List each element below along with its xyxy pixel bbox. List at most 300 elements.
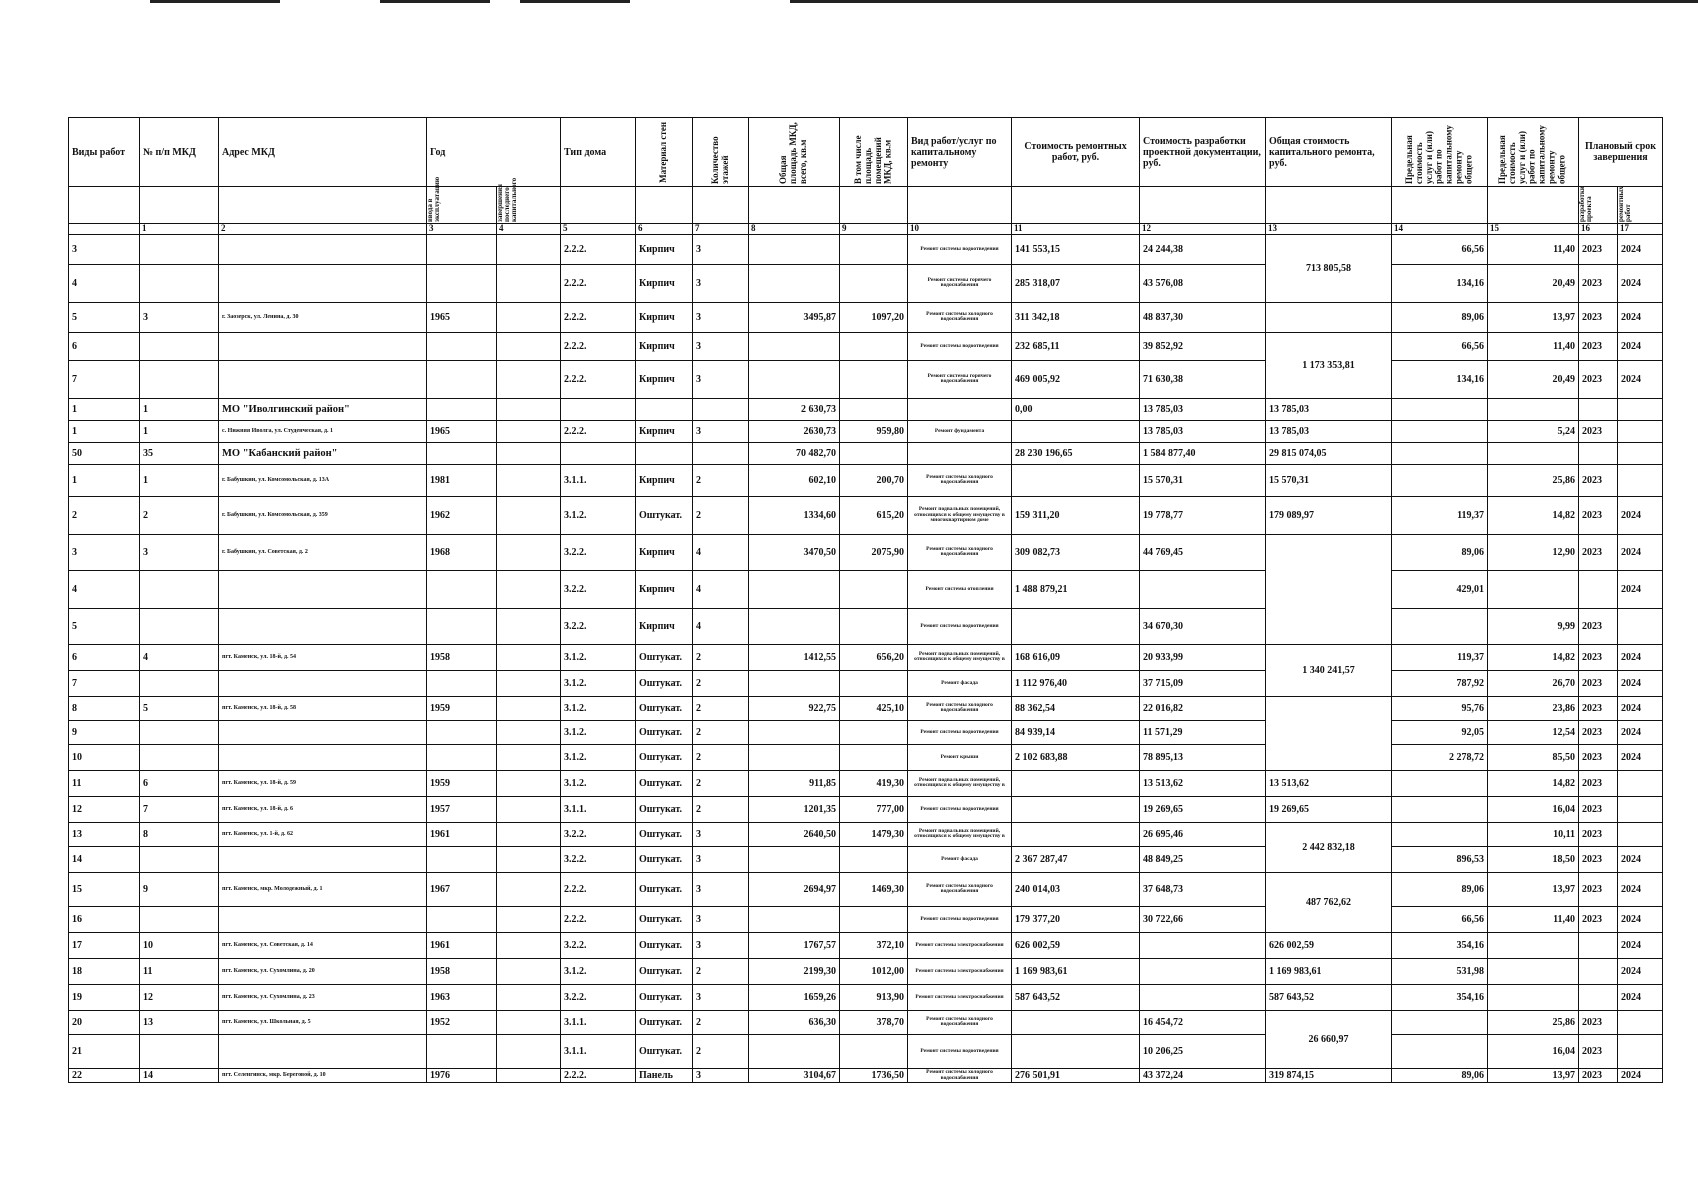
cell-mkd-no — [140, 720, 219, 744]
cell-address: МО "Кабанский район" — [219, 442, 427, 464]
cell-deadline-design: 2023 — [1579, 720, 1618, 744]
cell-limit-cost-b: 14,82 — [1488, 496, 1579, 534]
cell-work-kind: Ремонт подвальных помещений, относящихся к общему имуществу в многоквартирном доме — [908, 496, 1012, 534]
column-number-cell — [69, 224, 140, 235]
cell-limit-cost-a: 134,16 — [1392, 360, 1488, 398]
cell-limit-cost-b: 10,11 — [1488, 822, 1579, 846]
cell-mkd-no — [140, 360, 219, 398]
subheader-cell — [636, 187, 693, 224]
cell-living-area — [840, 744, 908, 770]
cell-year-last-repair — [497, 644, 561, 670]
cell-year-last-repair — [497, 608, 561, 644]
cell-design-cost: 39 852,92 — [1140, 332, 1266, 360]
cell-design-cost: 24 244,38 — [1140, 234, 1266, 264]
cell-floors: 2 — [693, 1010, 749, 1034]
column-number-cell: 7 — [693, 224, 749, 235]
cell-limit-cost-b: 14,82 — [1488, 644, 1579, 670]
cell-wall-material: Кирпич — [636, 420, 693, 442]
cell-year-last-repair — [497, 906, 561, 932]
cell-work-type: 3 — [69, 534, 140, 570]
cell-limit-cost-b: 85,50 — [1488, 744, 1579, 770]
cell-year-last-repair — [497, 670, 561, 696]
cell-year-last-repair — [497, 534, 561, 570]
cell-deadline-design — [1579, 984, 1618, 1010]
cell-total-cost: 626 002,59 — [1266, 932, 1392, 958]
cell-house-type: 3.2.2. — [561, 846, 636, 872]
table-row — [69, 608, 1663, 644]
subheader-deadline-works: ремонтных работ — [1618, 187, 1663, 224]
cell-repair-cost: 1 169 983,61 — [1012, 958, 1140, 984]
cell-mkd-no — [140, 234, 219, 264]
cell-year-commission: 1959 — [427, 696, 497, 720]
cell-design-cost — [1140, 958, 1266, 984]
cell-wall-material: Оштукат. — [636, 1010, 693, 1034]
cell-design-cost: 44 769,45 — [1140, 534, 1266, 570]
cell-deadline-design: 2023 — [1579, 464, 1618, 496]
cell-house-type: 3.2.2. — [561, 570, 636, 608]
cell-house-type: 3.2.2. — [561, 822, 636, 846]
cell-address — [219, 670, 427, 696]
header-address: Адрес МКД — [219, 118, 427, 187]
cell-year-last-repair — [497, 570, 561, 608]
cell-year-last-repair — [497, 420, 561, 442]
cell-deadline-works: 2024 — [1618, 1068, 1663, 1083]
cell-living-area: 425,10 — [840, 696, 908, 720]
cell-house-type: 2.2.2. — [561, 234, 636, 264]
cell-work-type: 14 — [69, 846, 140, 872]
cell-repair-cost: 311 342,18 — [1012, 302, 1140, 332]
cell-address: пгт. Каменск, мкр. Молодежный, д. 1 — [219, 872, 427, 906]
cell-year-last-repair — [497, 822, 561, 846]
cell-design-cost: 26 695,46 — [1140, 822, 1266, 846]
cell-deadline-design — [1579, 932, 1618, 958]
cell-limit-cost-b: 13,97 — [1488, 872, 1579, 906]
cell-wall-material: Оштукат. — [636, 906, 693, 932]
cell-deadline-design: 2023 — [1579, 234, 1618, 264]
cell-work-kind: Ремонт системы отопления — [908, 570, 1012, 608]
table-row — [69, 644, 1663, 670]
cell-house-type: 2.2.2. — [561, 264, 636, 302]
cell-work-type: 7 — [69, 360, 140, 398]
cell-design-cost: 71 630,38 — [1140, 360, 1266, 398]
cell-deadline-design: 2023 — [1579, 670, 1618, 696]
cell-mkd-no: 9 — [140, 872, 219, 906]
cell-limit-cost-a: 89,06 — [1392, 872, 1488, 906]
cell-design-cost: 13 785,03 — [1140, 420, 1266, 442]
header-limit-cost-a: Предельная стоимость услуг и (или) работ по капитальному ремонту общего — [1392, 118, 1488, 187]
header-total-cost: Общая стоимость капитального ремонта, руб. — [1266, 118, 1392, 187]
cell-floors: 3 — [693, 984, 749, 1010]
cell-mkd-no — [140, 744, 219, 770]
cell-limit-cost-a — [1392, 608, 1488, 644]
capital-repair-table-sheet — [68, 117, 1662, 1083]
cell-design-cost: 30 722,66 — [1140, 906, 1266, 932]
cell-living-area — [840, 332, 908, 360]
subheader-cell — [140, 187, 219, 224]
cell-address: пгт. Каменск, ул. Сухомлина, д. 23 — [219, 984, 427, 1010]
cell-design-cost: 34 670,30 — [1140, 608, 1266, 644]
cell-work-kind — [908, 398, 1012, 420]
cell-year-last-repair — [497, 872, 561, 906]
cell-design-cost: 37 715,09 — [1140, 670, 1266, 696]
cell-floors: 3 — [693, 302, 749, 332]
cell-address — [219, 570, 427, 608]
cell-year-last-repair — [497, 234, 561, 264]
cell-address: г. Бабушкин, ул. Комсомольская, д. 359 — [219, 496, 427, 534]
cell-limit-cost-b: 9,99 — [1488, 608, 1579, 644]
cell-repair-cost — [1012, 1034, 1140, 1068]
cell-wall-material: Оштукат. — [636, 644, 693, 670]
cell-deadline-design — [1579, 958, 1618, 984]
table-row — [69, 496, 1663, 534]
cell-living-area — [840, 264, 908, 302]
cell-total-cost: 319 874,15 — [1266, 1068, 1392, 1083]
cell-design-cost: 10 206,25 — [1140, 1034, 1266, 1068]
column-number-cell: 1 — [140, 224, 219, 235]
cell-work-kind: Ремонт подвальных помещений, относящихся к общему имуществу в — [908, 822, 1012, 846]
cell-work-type: 50 — [69, 442, 140, 464]
header-design-cost: Стоимость разработки проектной документации, руб. — [1140, 118, 1266, 187]
cell-house-type — [561, 442, 636, 464]
cell-year-last-repair — [497, 1034, 561, 1068]
cell-repair-cost: 159 311,20 — [1012, 496, 1140, 534]
cell-repair-cost — [1012, 1010, 1140, 1034]
subheader-year-commission: ввода в эксплуатацию — [427, 187, 497, 224]
table-row — [69, 464, 1663, 496]
cell-floors: 2 — [693, 670, 749, 696]
cell-floors — [693, 442, 749, 464]
cell-address — [219, 360, 427, 398]
cell-work-type: 16 — [69, 906, 140, 932]
cell-house-type: 2.2.2. — [561, 302, 636, 332]
cell-address: г. Заозерск, ул. Ленина, д. 30 — [219, 302, 427, 332]
cell-floors: 2 — [693, 464, 749, 496]
cell-repair-cost: 0,00 — [1012, 398, 1140, 420]
cell-design-cost: 43 372,24 — [1140, 1068, 1266, 1083]
cell-mkd-no: 1 — [140, 464, 219, 496]
cell-work-type: 18 — [69, 958, 140, 984]
cell-living-area: 419,30 — [840, 770, 908, 796]
cell-floors: 2 — [693, 644, 749, 670]
cell-work-type: 1 — [69, 464, 140, 496]
cell-living-area: 200,70 — [840, 464, 908, 496]
header-work-kind: Вид работ/услуг по капитальному ремонту — [908, 118, 1012, 187]
cell-repair-cost — [1012, 608, 1140, 644]
cell-floors: 2 — [693, 744, 749, 770]
cell-wall-material: Панель — [636, 1068, 693, 1083]
cell-limit-cost-a: 66,56 — [1392, 332, 1488, 360]
cell-house-type: 3.1.2. — [561, 644, 636, 670]
cell-deadline-design — [1579, 442, 1618, 464]
cell-design-cost — [1140, 984, 1266, 1010]
cell-limit-cost-a: 89,06 — [1392, 302, 1488, 332]
cell-total-area: 2199,30 — [749, 958, 840, 984]
cell-deadline-works: 2024 — [1618, 360, 1663, 398]
subheader-cell — [840, 187, 908, 224]
cell-living-area — [840, 906, 908, 932]
cell-year-commission: 1976 — [427, 1068, 497, 1083]
cell-total-cost: 1 340 241,57 — [1266, 644, 1392, 696]
cell-year-commission: 1958 — [427, 958, 497, 984]
cell-design-cost: 19 778,77 — [1140, 496, 1266, 534]
cell-total-area: 1201,35 — [749, 796, 840, 822]
cell-work-type: 21 — [69, 1034, 140, 1068]
cell-limit-cost-a: 354,16 — [1392, 984, 1488, 1010]
cell-year-last-repair — [497, 984, 561, 1010]
cell-living-area: 913,90 — [840, 984, 908, 1010]
cell-design-cost: 16 454,72 — [1140, 1010, 1266, 1034]
cell-year-commission — [427, 744, 497, 770]
cell-total-area — [749, 1034, 840, 1068]
cell-year-last-repair — [497, 264, 561, 302]
cell-wall-material: Кирпич — [636, 332, 693, 360]
header-mkd-no: № п/п МКД — [140, 118, 219, 187]
cell-work-kind: Ремонт системы холодного водоснабжения — [908, 1010, 1012, 1034]
cell-limit-cost-a — [1392, 822, 1488, 846]
cell-floors: 3 — [693, 420, 749, 442]
cell-repair-cost: 587 643,52 — [1012, 984, 1140, 1010]
cell-limit-cost-b: 25,86 — [1488, 1010, 1579, 1034]
cell-year-commission — [427, 1034, 497, 1068]
cell-address — [219, 1034, 427, 1068]
cell-limit-cost-a: 531,98 — [1392, 958, 1488, 984]
cell-living-area — [840, 360, 908, 398]
cell-total-area: 3104,67 — [749, 1068, 840, 1083]
cell-living-area: 777,00 — [840, 796, 908, 822]
cell-address — [219, 332, 427, 360]
cell-living-area: 1479,30 — [840, 822, 908, 846]
cell-repair-cost — [1012, 464, 1140, 496]
cell-work-kind: Ремонт системы горячего водоснабжения — [908, 360, 1012, 398]
cell-deadline-works: 2024 — [1618, 534, 1663, 570]
cell-deadline-design: 2023 — [1579, 302, 1618, 332]
column-number-cell: 4 — [497, 224, 561, 235]
cell-address — [219, 720, 427, 744]
cell-living-area: 959,80 — [840, 420, 908, 442]
cell-limit-cost-a — [1392, 398, 1488, 420]
cell-living-area — [840, 398, 908, 420]
cell-limit-cost-a: 2 278,72 — [1392, 744, 1488, 770]
cell-living-area — [840, 670, 908, 696]
cell-limit-cost-a: 95,76 — [1392, 696, 1488, 720]
cell-limit-cost-b: 16,04 — [1488, 1034, 1579, 1068]
cell-year-last-repair — [497, 442, 561, 464]
cell-total-cost: 13 785,03 — [1266, 398, 1392, 420]
table-row — [69, 846, 1663, 872]
cell-deadline-works: 2024 — [1618, 696, 1663, 720]
cell-mkd-no: 11 — [140, 958, 219, 984]
table-row — [69, 770, 1663, 796]
column-number-cell: 2 — [219, 224, 427, 235]
cell-deadline-works — [1618, 464, 1663, 496]
cell-repair-cost: 1 112 976,40 — [1012, 670, 1140, 696]
cell-address — [219, 264, 427, 302]
cell-mkd-no — [140, 608, 219, 644]
cell-limit-cost-b: 11,40 — [1488, 332, 1579, 360]
cell-address: г. Бабушкин, ул. Советская, д. 2 — [219, 534, 427, 570]
cell-deadline-design: 2023 — [1579, 534, 1618, 570]
cell-house-type — [561, 398, 636, 420]
cell-limit-cost-a: 66,56 — [1392, 906, 1488, 932]
cell-limit-cost-a: 119,37 — [1392, 644, 1488, 670]
column-number-cell: 16 — [1579, 224, 1618, 235]
cell-repair-cost: 168 616,09 — [1012, 644, 1140, 670]
column-number-cell: 3 — [427, 224, 497, 235]
cell-deadline-works — [1618, 442, 1663, 464]
cell-work-type: 22 — [69, 1068, 140, 1083]
cell-total-cost: 487 762,62 — [1266, 872, 1392, 932]
cell-year-last-repair — [497, 360, 561, 398]
cell-wall-material: Оштукат. — [636, 696, 693, 720]
cell-limit-cost-a — [1392, 420, 1488, 442]
cell-year-commission — [427, 670, 497, 696]
cell-house-type: 2.2.2. — [561, 872, 636, 906]
subheader-cell — [561, 187, 636, 224]
cell-repair-cost: 232 685,11 — [1012, 332, 1140, 360]
cell-year-commission: 1962 — [427, 496, 497, 534]
cell-limit-cost-b: 12,54 — [1488, 720, 1579, 744]
subheader-cell — [1392, 187, 1488, 224]
cell-year-last-repair — [497, 720, 561, 744]
cell-deadline-works — [1618, 822, 1663, 846]
cell-limit-cost-b: 13,97 — [1488, 1068, 1579, 1083]
cell-work-kind: Ремонт системы холодного водоснабжения — [908, 1068, 1012, 1083]
cell-address: пгт. Каменск, ул. 18-й, д. 59 — [219, 770, 427, 796]
header-floors: Количество этажей — [693, 118, 749, 187]
cell-year-commission — [427, 570, 497, 608]
cell-floors: 4 — [693, 570, 749, 608]
cell-year-commission: 1958 — [427, 644, 497, 670]
cell-wall-material: Кирпич — [636, 264, 693, 302]
table-row — [69, 720, 1663, 744]
table-row — [69, 264, 1663, 302]
cell-limit-cost-b — [1488, 442, 1579, 464]
cell-wall-material: Оштукат. — [636, 720, 693, 744]
cell-house-type: 3.1.2. — [561, 496, 636, 534]
cell-living-area — [840, 846, 908, 872]
cell-deadline-design: 2023 — [1579, 846, 1618, 872]
cell-work-kind: Ремонт системы холодного водоснабжения — [908, 696, 1012, 720]
cell-work-type: 4 — [69, 570, 140, 608]
cell-total-area: 1659,26 — [749, 984, 840, 1010]
cell-repair-cost: 28 230 196,65 — [1012, 442, 1140, 464]
table-row — [69, 1034, 1663, 1068]
column-number-cell: 8 — [749, 224, 840, 235]
cell-address — [219, 234, 427, 264]
cell-mkd-no — [140, 332, 219, 360]
cell-year-last-repair — [497, 332, 561, 360]
table-row — [69, 534, 1663, 570]
cell-year-last-repair — [497, 302, 561, 332]
cell-wall-material — [636, 398, 693, 420]
cell-living-area — [840, 608, 908, 644]
table-row — [69, 670, 1663, 696]
cell-work-type: 10 — [69, 744, 140, 770]
cell-work-type: 15 — [69, 872, 140, 906]
cell-mkd-no: 8 — [140, 822, 219, 846]
cell-floors: 4 — [693, 608, 749, 644]
cell-house-type: 3.2.2. — [561, 932, 636, 958]
header-work-types: Виды работ — [69, 118, 140, 187]
subheader-cell — [1140, 187, 1266, 224]
cell-living-area: 656,20 — [840, 644, 908, 670]
scan-edge-marks — [0, 0, 1698, 4]
cell-living-area: 378,70 — [840, 1010, 908, 1034]
column-number-cell: 5 — [561, 224, 636, 235]
cell-floors: 2 — [693, 720, 749, 744]
cell-limit-cost-b — [1488, 984, 1579, 1010]
header-limit-cost-b: Предельная стоимость услуг и (или) работ по капитальному ремонту общего — [1488, 118, 1579, 187]
cell-mkd-no — [140, 264, 219, 302]
table-row — [69, 332, 1663, 360]
cell-limit-cost-a — [1392, 770, 1488, 796]
subheader-cell — [219, 187, 427, 224]
table-row — [69, 398, 1663, 420]
table-row — [69, 696, 1663, 720]
cell-total-area: 911,85 — [749, 770, 840, 796]
cell-work-type: 8 — [69, 696, 140, 720]
cell-limit-cost-b: 18,50 — [1488, 846, 1579, 872]
cell-total-area — [749, 360, 840, 398]
cell-deadline-works — [1618, 796, 1663, 822]
cell-work-type: 5 — [69, 302, 140, 332]
cell-deadline-works: 2024 — [1618, 264, 1663, 302]
cell-wall-material: Оштукат. — [636, 1034, 693, 1068]
cell-design-cost: 11 571,29 — [1140, 720, 1266, 744]
cell-mkd-no — [140, 906, 219, 932]
cell-work-type: 5 — [69, 608, 140, 644]
cell-mkd-no: 10 — [140, 932, 219, 958]
cell-mkd-no: 2 — [140, 496, 219, 534]
cell-work-kind: Ремонт системы водоотведения — [908, 608, 1012, 644]
cell-deadline-works: 2024 — [1618, 906, 1663, 932]
cell-design-cost: 43 576,08 — [1140, 264, 1266, 302]
cell-deadline-design: 2023 — [1579, 1010, 1618, 1034]
cell-deadline-works: 2024 — [1618, 234, 1663, 264]
cell-year-last-repair — [497, 796, 561, 822]
cell-address — [219, 608, 427, 644]
cell-year-commission — [427, 608, 497, 644]
cell-repair-cost: 469 005,92 — [1012, 360, 1140, 398]
cell-floors: 2 — [693, 796, 749, 822]
cell-address: с. Нижняя Иволга, ул. Студенческая, д. 1 — [219, 420, 427, 442]
cell-total-area — [749, 720, 840, 744]
cell-repair-cost: 84 939,14 — [1012, 720, 1140, 744]
cell-limit-cost-a: 429,01 — [1392, 570, 1488, 608]
cell-limit-cost-a — [1392, 796, 1488, 822]
cell-work-type: 11 — [69, 770, 140, 796]
cell-limit-cost-b — [1488, 398, 1579, 420]
cell-design-cost — [1140, 932, 1266, 958]
cell-deadline-works — [1618, 420, 1663, 442]
cell-total-area — [749, 332, 840, 360]
cell-wall-material: Оштукат. — [636, 984, 693, 1010]
subheader-cell — [908, 187, 1012, 224]
cell-living-area — [840, 570, 908, 608]
cell-limit-cost-b: 25,86 — [1488, 464, 1579, 496]
cell-repair-cost: 309 082,73 — [1012, 534, 1140, 570]
cell-design-cost: 37 648,73 — [1140, 872, 1266, 906]
cell-year-commission: 1965 — [427, 420, 497, 442]
subheader-cell — [1488, 187, 1579, 224]
cell-house-type: 3.2.2. — [561, 984, 636, 1010]
cell-address: пгт. Каменск, ул. 18-й, д. 54 — [219, 644, 427, 670]
column-number-cell: 10 — [908, 224, 1012, 235]
cell-repair-cost — [1012, 770, 1140, 796]
cell-repair-cost: 2 367 287,47 — [1012, 846, 1140, 872]
cell-work-type: 9 — [69, 720, 140, 744]
cell-house-type: 3.1.2. — [561, 744, 636, 770]
